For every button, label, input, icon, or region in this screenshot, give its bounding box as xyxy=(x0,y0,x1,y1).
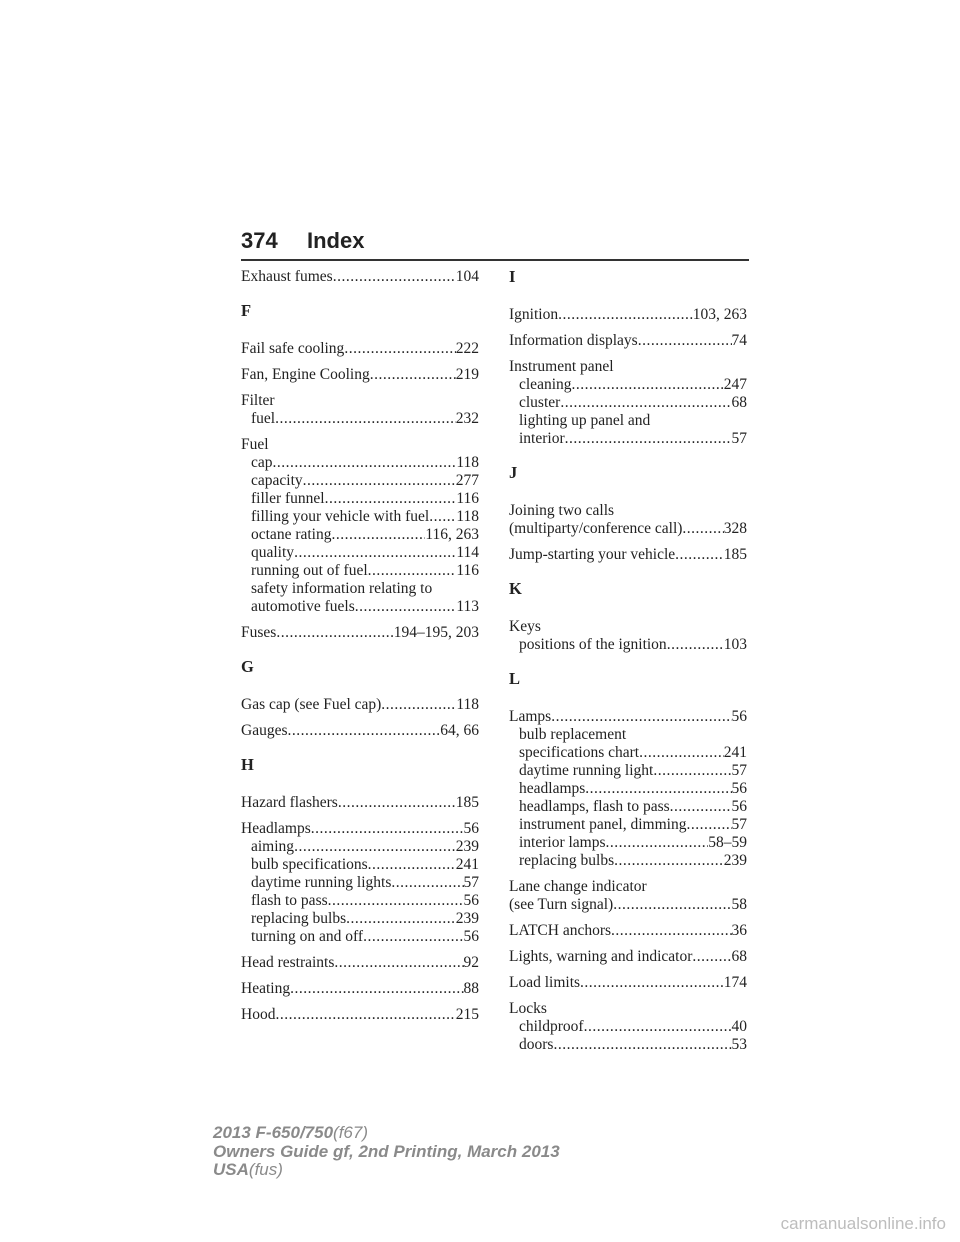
index-subentry: filler funnel ..... 116 xyxy=(241,490,479,508)
index-subentry: quality ..... 114 xyxy=(241,544,479,562)
index-entry: Lamps ..... 56 xyxy=(509,708,747,726)
index-subentry: lighting up panel and xyxy=(519,412,651,429)
index-subentry: capacity ..... 277 xyxy=(241,472,479,490)
index-entry: (multiparty/conference call) ..... 328 xyxy=(509,520,747,538)
index-heading: Locks xyxy=(509,1000,547,1017)
index-entry: Ignition ..... 103, 263 xyxy=(509,306,747,324)
index-subentry: instrument panel, dimming ..... 57 xyxy=(509,816,747,834)
section-letter: L xyxy=(509,669,521,688)
footer-edition: Owners Guide gf, 2nd Printing, March 2013 xyxy=(213,1141,560,1161)
index-subentry: childproof ..... 40 xyxy=(509,1018,747,1036)
index-entry: Hood ..... 215 xyxy=(241,1006,479,1024)
index-subentry: aiming ..... 239 xyxy=(241,838,479,856)
index-subentry: headlamps ..... 56 xyxy=(509,780,747,798)
index-subentry: fuel ..... 232 xyxy=(241,410,479,428)
index-subentry: running out of fuel ..... 116 xyxy=(241,562,479,580)
index-subentry: filling your vehicle with fuel ..... 118 xyxy=(241,508,479,526)
index-subentry: cap ..... 118 xyxy=(241,454,479,472)
index-entry: Lights, warning and indicator ..... 68 xyxy=(509,948,747,966)
index-subentry: interior lamps ..... 58–59 xyxy=(509,834,747,852)
index-subentry: headlamps, flash to pass ..... 56 xyxy=(509,798,747,816)
index-entry: Information displays ..... 74 xyxy=(509,332,747,350)
index-entry: Headlamps ..... 56 xyxy=(241,820,479,838)
section-letter: K xyxy=(509,579,522,598)
section-letter: I xyxy=(509,267,516,286)
index-entry: Fan, Engine Cooling ..... 219 xyxy=(241,366,479,384)
index-entry: Fail safe cooling ..... 222 xyxy=(241,340,479,358)
index-subentry: daytime running light ..... 57 xyxy=(509,762,747,780)
index-subentry: bulb replacement xyxy=(519,726,627,743)
index-subentry: flash to pass ..... 56 xyxy=(241,892,479,910)
index-subentry: replacing bulbs ..... 239 xyxy=(241,910,479,928)
index-entry: Head restraints ..... 92 xyxy=(241,954,479,972)
index-subentry: doors ..... 53 xyxy=(509,1036,747,1054)
section-letter: H xyxy=(241,755,254,774)
header-rule xyxy=(241,259,749,261)
index-entry: Exhaust fumes ..... 104 xyxy=(241,268,479,286)
index-entry: LATCH anchors ..... 36 xyxy=(509,922,747,940)
index-subentry: specifications chart ..... 241 xyxy=(509,744,747,762)
footer-model: 2013 F-650/750 xyxy=(213,1123,334,1142)
index-subentry: bulb specifications ..... 241 xyxy=(241,856,479,874)
document-footer xyxy=(213,1124,560,1180)
page-title: Index xyxy=(307,228,365,253)
index-entry: Fuses ..... 194–195, 203 xyxy=(241,624,479,642)
index-subentry: replacing bulbs ..... 239 xyxy=(509,852,747,870)
index-entry: (see Turn signal) ..... 58 xyxy=(509,896,747,914)
page-number: 374 xyxy=(241,228,278,253)
index-heading: Lane change indicator xyxy=(509,878,647,895)
index-subentry: safety information relating to xyxy=(251,580,433,597)
index-subentry: octane rating ..... 116, 263 xyxy=(241,526,479,544)
index-subentry: daytime running lights ..... 57 xyxy=(241,874,479,892)
footer-market: USA xyxy=(213,1160,249,1179)
index-heading: Instrument panel xyxy=(509,358,614,375)
index-subentry: positions of the ignition ..... 103 xyxy=(509,636,747,654)
index-subentry: turning on and off ..... 56 xyxy=(241,928,479,946)
page-header xyxy=(241,228,749,260)
index-entry: Gauges ..... 64, 66 xyxy=(241,722,479,740)
index-heading: Fuel xyxy=(241,436,269,453)
index-subentry: automotive fuels ..... 113 xyxy=(241,598,479,616)
index-column-right xyxy=(509,268,747,1054)
index-subentry: cluster ..... 68 xyxy=(509,394,747,412)
index-entry: Hazard flashers ..... 185 xyxy=(241,794,479,812)
footer-model-code: (f67) xyxy=(333,1123,369,1142)
index-heading: Keys xyxy=(509,618,541,635)
watermark: carmanualsonline.info xyxy=(780,1214,946,1233)
index-subentry: cleaning ..... 247 xyxy=(509,376,747,394)
index-entry: Gas cap (see Fuel cap) ..... 118 xyxy=(241,696,479,714)
section-letter: G xyxy=(241,657,254,676)
index-column-left xyxy=(241,268,479,1024)
index-entry: Jump-starting your vehicle ..... 185 xyxy=(509,546,747,564)
index-entry: Load limits ..... 174 xyxy=(509,974,747,992)
index-heading: Joining two calls xyxy=(509,502,615,519)
section-letter: J xyxy=(509,463,518,482)
index-entry: Heating ..... 88 xyxy=(241,980,479,998)
index-subentry: interior ..... 57 xyxy=(509,430,747,448)
section-letter: F xyxy=(241,301,252,320)
index-heading: Filter xyxy=(241,392,275,409)
footer-market-code: (fus) xyxy=(248,1160,283,1179)
